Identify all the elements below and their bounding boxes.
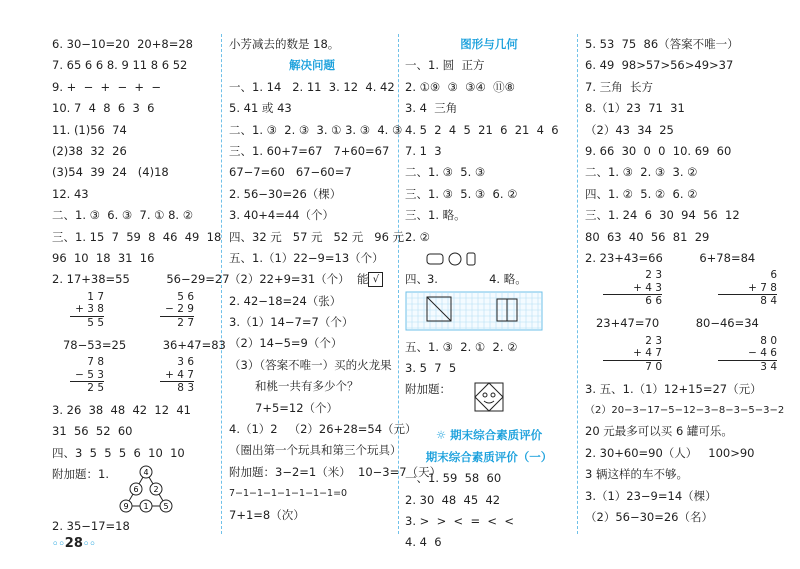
answer-line: 附加题：1. <box>52 467 109 482</box>
exam-title: ☼ 期末综合素质评价 <box>435 428 543 443</box>
answer-line: 3. 4 三角 <box>405 101 458 116</box>
answer-line: 四、3 5 5 5 6 10 10 <box>52 445 185 460</box>
number-triangle-figure <box>116 464 176 514</box>
answer-line: 7. 65 6 6 8. 9 11 8 6 52 <box>52 58 188 73</box>
answer-line: 3. 4. 略。 <box>405 248 573 269</box>
answer-line: （2）20−3−17−5−12−3−8−3−5−3−2 <box>585 405 785 417</box>
answer-line: 7+1=8（次） <box>229 507 305 522</box>
answer-line: 7. 三角 长方 <box>585 79 653 94</box>
answer-line: 二、1. ③ 2. ③ 3. ① 3. ③ 4. ③ <box>229 122 403 137</box>
vertical-calc: 5 6 − 2 9 2 7 <box>160 291 194 330</box>
answer-line: 9. + − + − + − <box>52 79 161 94</box>
answer-line: 7. 1 3 <box>405 143 442 158</box>
answer-line: 2. 30 48 45 42 <box>405 492 501 507</box>
answer-line: 80 63 40 56 81 29 <box>585 229 710 244</box>
answer-line: 23+47=70 80−46=34 <box>585 316 759 331</box>
triangle-number: 9 <box>123 502 129 512</box>
decor-dots-icon: ◦◦ <box>82 539 96 550</box>
answer-line: 五、1. ③ 2. ① 2. ② <box>405 339 518 354</box>
vertical-calc: 3 6 + 4 7 8 3 <box>160 356 194 395</box>
answer-line: (2)38 32 26 <box>52 143 127 158</box>
folding-figure <box>473 381 505 415</box>
section-title: 图形与几何 <box>460 37 518 51</box>
answer-line: 7−1−1−1−1−1−1−1=0 <box>229 488 348 500</box>
triangle-number: 4 <box>143 468 149 478</box>
answer-line: 一、1. 59 58 60 <box>405 471 502 486</box>
grid-answer <box>405 291 573 337</box>
column-divider <box>577 34 578 534</box>
vertical-calc: 6 + 7 8 8 4 <box>718 269 777 308</box>
decor-dots-icon: ◦◦ <box>52 539 65 550</box>
answer-line: 20 元最多可以买 6 罐可乐。 <box>585 424 733 439</box>
answer-line: （2）22+9=31（个） 能 √ <box>229 269 395 290</box>
vertical-calc: 7 8 − 5 3 2 5 <box>70 356 104 395</box>
answer-line: 四、 <box>405 272 428 287</box>
answer-line: 三、1. ③ 5. ③ 6. ② <box>405 186 518 201</box>
exam-subtitle: 期末综合素质评价（一） <box>425 449 553 464</box>
answer-line: 9. 66 30 0 0 10. 69 60 <box>585 143 732 158</box>
triangle-number: 1 <box>143 502 149 512</box>
answer-line: 三、1. 略。 <box>405 208 466 223</box>
answer-line: 三、1. 24 6 30 94 56 12 <box>585 208 740 223</box>
answer-line: 二、1. ③ 5. ③ <box>405 165 486 180</box>
answer-line: 2. ①⑨ ③ ③④ ⑪⑧ <box>405 79 515 94</box>
answer-line: 6. 30−10=20 20+8=28 <box>52 37 193 51</box>
answer-line: 3. 40+4=44（个） <box>229 208 334 223</box>
answer-line: 小芳减去的数是 18。 <box>229 37 340 51</box>
answer-line: (3)54 39 24 (4)18 <box>52 165 169 180</box>
answer-line: 3. 5 7 5 <box>405 361 457 376</box>
bonus-question <box>52 464 212 516</box>
answer-line: 和桃一共有多少个？ <box>255 379 359 394</box>
vertical-calc-row <box>585 335 795 379</box>
answer-line: 3. 五、1.（1）12+15=27（元） <box>585 381 762 396</box>
answer-line: 3.（1）23−9=14（棵） <box>585 488 717 503</box>
vertical-calc-row <box>52 291 212 335</box>
triangle-number: 5 <box>163 502 169 512</box>
column-3 <box>405 34 573 554</box>
answer-line: 10. 7 4 8 6 3 6 <box>52 101 155 116</box>
vertical-calc: 2 3 + 4 3 6 6 <box>603 269 662 308</box>
answer-line: 三、1. 15 7 59 8 46 49 18 <box>52 229 222 244</box>
answer-line: 4. 4 6 <box>405 535 442 550</box>
check-box: √ <box>368 272 383 287</box>
answer-line: （2）56−30=26（名） <box>585 510 713 525</box>
column-4 <box>585 34 795 528</box>
triangle-number: 2 <box>153 485 159 495</box>
answer-line: 2. 42−18=24（张） <box>229 293 342 308</box>
answer-line: 二、1. ③ 6. ③ 7. ① 8. ② <box>52 208 194 223</box>
answer-line: 7+5=12（个） <box>255 400 339 415</box>
vertical-calc-row <box>585 269 795 313</box>
answer-line: 12. 43 <box>52 186 89 201</box>
answer-line: 96 10 18 31 16 <box>52 250 155 265</box>
answer-line: （圈出第一个玩具和第三个玩具） <box>229 443 402 458</box>
answer-line: 2. 35−17=18 <box>52 519 130 534</box>
answer-line: 四、1. ② 5. ② 6. ② <box>585 186 698 201</box>
answer-line: 6. 49 98>57>56>49>37 <box>585 58 734 73</box>
answer-line: 3 辆这样的车不够。 <box>585 467 688 482</box>
column-divider <box>398 34 399 534</box>
answer-line: 附加题： <box>405 382 451 397</box>
answer-line: 5. 41 或 43 <box>229 101 292 116</box>
bonus-question <box>405 379 573 425</box>
answer-line: 67−7=60 67−60=7 <box>229 165 352 180</box>
answer-line: 四、32 元 57 元 52 元 96 元 <box>229 229 405 244</box>
answer-line: 2. ② <box>405 229 430 244</box>
answer-line: 11. (1)56 74 <box>52 122 127 137</box>
answer-line: 31 56 52 60 <box>52 424 133 439</box>
answer-line: 三、1. 60+7=67 7+60=67 <box>229 143 390 158</box>
answer-line: 3. 26 38 48 42 12 41 <box>52 403 191 418</box>
answer-line: 一、1. 14 2. 11 3. 12 4. 42 <box>229 79 395 94</box>
answer-line: 一、1. 圆 正方 <box>405 58 485 73</box>
vertical-calc: 8 0 − 4 6 3 4 <box>718 335 777 374</box>
answer-line: 附加题：3−2=1（米） 10−3=7（天） <box>229 464 442 479</box>
answer-line: （2）43 34 25 <box>585 122 674 137</box>
vertical-calc-row <box>52 356 212 400</box>
section-title: 解决问题 <box>289 58 335 73</box>
answer-line: 3.（1）14−7=7（个） <box>229 315 354 330</box>
vertical-calc: 1 7 + 3 8 5 5 <box>70 291 104 330</box>
answer-line: 2. 23+43=66 6+78=84 <box>585 250 756 265</box>
shapes-figure <box>425 251 485 267</box>
answer-line: 78−53=25 36+47=83 <box>52 337 226 352</box>
triangle-number: 6 <box>133 485 139 495</box>
vertical-calc: 2 3 + 4 7 7 0 <box>603 335 662 374</box>
answer-line: （3）（答案不唯一）买的火龙果 <box>229 357 392 372</box>
answer-line: 4.（1）2 （2）26+28=54（元） <box>229 422 417 437</box>
answer-line: 5. 53 75 86（答案不唯一） <box>585 37 739 51</box>
answer-line: 8.（1）23 71 31 <box>585 101 685 116</box>
can-label: 能 <box>356 272 369 287</box>
answer-line: 2. 56−30=26（棵） <box>229 186 342 201</box>
answer-line: （2）14−5=9（个） <box>229 336 343 351</box>
answer-line: 二、1. ③ 2. ③ 3. ② <box>585 165 698 180</box>
answer-line: 2. 30+60=90（人） 100>90 <box>585 445 755 460</box>
answer-line: 五、1.（1）22−9=13（个） <box>229 250 384 265</box>
column-1 <box>52 34 230 538</box>
page-number: ◦◦28◦◦ <box>52 536 96 551</box>
answer-line: 4. 5 2 4 5 21 6 21 4 6 <box>405 122 559 137</box>
answer-line: 2. 17+38=55 56−29=27 <box>52 272 230 287</box>
answer-line: 3. > > < = < < <box>405 514 514 529</box>
